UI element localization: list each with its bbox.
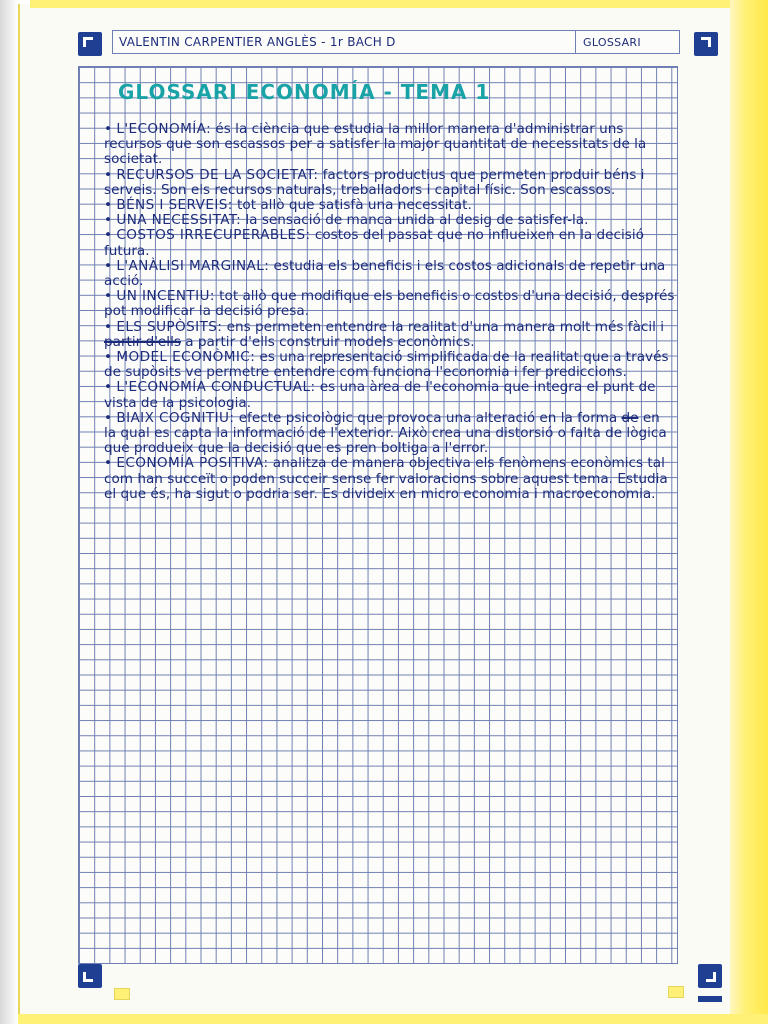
glossary-entry: • BÉNS I SERVEIS: tot allò que satisfà una necessitat. xyxy=(104,197,472,214)
glossary-entry: • ELS SUPÒSITS: ens permeten entendre la realitat d'una manera molt més fàcil i partir d'ells a partir d'ells construir models econòmics. xyxy=(104,318,665,350)
page-bottom-edge xyxy=(18,1014,768,1024)
glossary-term: ELS SUPÒSITS: xyxy=(116,318,223,335)
glossary-entry: • MODEL ECONÒMIC: es una representació simplificada de la realitat que a través de supòsits ve permetre entendre com funciona l'economia i fer prediccions. xyxy=(104,349,669,381)
header-box xyxy=(112,30,680,54)
scan-shadow xyxy=(0,0,18,1024)
glossary-term: L'ANÀLISI MARGINAL: xyxy=(116,257,270,274)
glossary-term: BIAIX COGNITIU: xyxy=(116,409,235,426)
glossary-entry: • BIAIX COGNITIU: efecte psicològic que provoca una alteració en la forma de en la qual es capta la informació de l'exterior. Això crea una distorsió o falta de lògica que produeix que la decisió que es pren boltiga a l'error. xyxy=(104,409,667,457)
glossary-term: L'ECONOMÍA CONDUCTUAL: xyxy=(116,379,316,396)
glossary-definition: ens permeten entendre la realitat d'una manera molt més fàcil i xyxy=(222,318,665,335)
glossary-term: BÉNS I SERVEIS: xyxy=(116,197,233,214)
glossary-definition: tot allò que satisfà una necessitat. xyxy=(232,197,472,214)
glossary-definition: la sensació de manca unida al desig de satisfer-la. xyxy=(241,212,589,229)
struck-text: partir d'ells xyxy=(104,333,181,350)
corner-marker-icon xyxy=(78,964,102,988)
glossary-entry: • ECONOMÍA POSITIVA: analitza de manera objectiva els fenòmens econòmics tal com han succeït o poden succeir sense fer valoracions sobre aquest tema. Estudia el que és, ha sigut o podria ser. Es divideix en micro economia i macroeconomia. xyxy=(104,455,668,502)
glossary-definition: analitza de manera objectiva els fenòmens econòmics tal com han succeït o poden succeir sense fer valoracions sobre aquest tema. Estudia el que és, ha sigut o podria ser. Es divideix en micro economia i macroeconomia. xyxy=(104,455,668,502)
corner-tab xyxy=(668,986,684,998)
glossary-term: UN INCENTIU: xyxy=(116,288,215,305)
glossary-entry: • L'ANÀLISI MARGINAL: estudia els beneficis i els costos adicionals de repetir una acció. xyxy=(104,257,666,290)
corner-tab xyxy=(698,996,722,1002)
glossary-definition: tot allò que modifique els beneficis o costos d'una decisió, després pot modificar la decisió presa. xyxy=(104,288,675,320)
corner-marker-icon xyxy=(694,32,718,56)
page-title: GLOSSARI ECONOMÍA - TEMA 1 xyxy=(118,80,491,104)
glossary-entry: • UN INCENTIU: tot allò que modifique els beneficis o costos d'una decisió, després pot modificar la decisió presa. xyxy=(104,288,675,320)
struck-text: de xyxy=(621,409,639,426)
glossary-term: UNA NECESSITAT: xyxy=(116,212,242,229)
glossary-definition: factors productius que permeten produir béns i serveis. Son els recursos naturals, treballadors i capital físic. Son escassos. xyxy=(104,166,645,198)
glossary-term: MODEL ECONÒMIC: xyxy=(116,349,256,366)
glossary-definition: estudia els beneficis i els costos adicionals de repetir una acció. xyxy=(104,257,666,290)
page-top-edge xyxy=(30,0,768,8)
glossary-term: COSTOS IRRECUPERABLES: xyxy=(116,227,311,244)
student-name: VALENTIN CARPENTIER ANGLÈS - 1r BACH D xyxy=(119,35,396,49)
glossary-term: ECONOMÍA POSITIVA: xyxy=(116,455,269,472)
header-section-label: GLOSSARI xyxy=(583,36,641,49)
glossary-entry: • L'ECONOMÍA: és la ciència que estudia la millor manera d'administrar uns recursos que son escassos per a satisfer la major quantitat de necessitats de la societat. xyxy=(104,121,647,168)
glossary-entry: • COSTOS IRRECUPERABLES: costos del passat que no influeixen en la decisió futura. xyxy=(104,227,644,259)
glossary-definition: costos del passat que no influeixen en la decisió futura. xyxy=(104,227,644,259)
glossary-entry: • L'ECONOMÍA CONDUCTUAL: es una àrea de l'economia que integra el punt de vista de la psicologia. xyxy=(104,379,656,411)
glossary-term: RECURSOS DE LA SOCIETAT: xyxy=(116,166,319,183)
glossary-definition: efecte psicològic que provoca una alteració en la forma xyxy=(234,409,622,426)
glossary-entry: • RECURSOS DE LA SOCIETAT: factors productius que permeten produir béns i serveis. Son els recursos naturals, treballadors i capital físic. Son escassos. xyxy=(104,166,645,198)
page-right-edge xyxy=(730,0,768,1024)
glossary-list xyxy=(104,122,676,502)
glossary-definition: és la ciència que estudia la millor manera d'administrar uns recursos que son escassos per a satisfer la major quantitat de necessitats de la societat. xyxy=(104,121,647,168)
glossary-definition: es una representació simplificada de la realitat que a través de supòsits ve permetre entendre com funciona l'economia i fer prediccions. xyxy=(104,349,669,381)
glossary-term: L'ECONOMÍA: xyxy=(116,121,212,137)
corner-marker-icon xyxy=(698,964,722,988)
corner-tab xyxy=(114,988,130,1000)
glossary-definition: es una àrea de l'economia que integra el punt de vista de la psicologia. xyxy=(104,379,656,411)
glossary-definition-cont: a partir d'ells construir models econòmics. xyxy=(180,333,475,350)
corner-marker-icon xyxy=(78,32,102,56)
glossary-entry: • UNA NECESSITAT: la sensació de manca unida al desig de satisfer-la. xyxy=(104,212,589,229)
glossary-definition-cont: en la qual es capta la informació de l'exterior. Això crea una distorsió o falta de lògica que produeix que la decisió que es pren boltiga a l'error. xyxy=(104,409,667,457)
header-divider xyxy=(575,31,576,53)
